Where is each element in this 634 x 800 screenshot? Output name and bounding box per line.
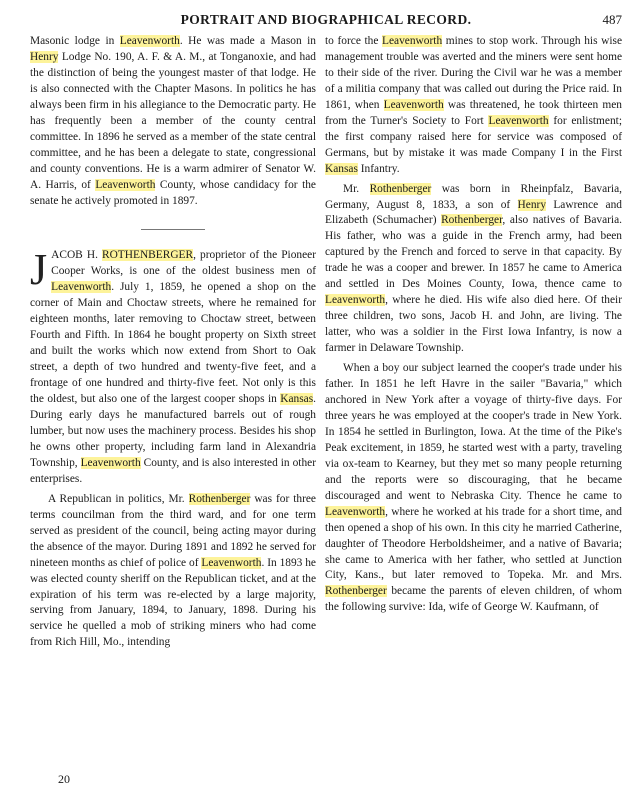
signature-mark: 20	[58, 772, 70, 786]
highlighted-term: Leavenworth	[51, 281, 112, 294]
paragraph-biography-intro-text: ACOB H. ROTHENBERGER, proprietor of the Pioneer Cooper Works, is one of the oldest business men of Leavenworth. July 1, 1859, he opened a shop on the corner of Main and Choctaw streets, where he remained for eighteen months, later removing to Choctaw street, between Fourth and Fifth. In 1864 he bought property on Sixth street and built the works which now extend from Short to Oak street, a depth of two hundred and twenty-five feet, and a frontage of one hundred and thirty-five feet. Not only is this the oldest, but also one of the largest cooper shops in Kansas. During early days he manufactured barrels out of rough lumber, but now uses the machinery process. Besides his shop he owns other property, including farm land in Alexandria Township, Leavenworth County, and is also interested in other enterprises.	[30, 249, 316, 485]
highlighted-term: Leavenworth	[95, 178, 156, 191]
section-divider	[141, 229, 205, 230]
highlighted-term: Leavenworth	[488, 114, 549, 127]
highlighted-term: Leavenworth	[80, 456, 141, 469]
page-number: 487	[602, 12, 622, 27]
drop-cap: J	[30, 245, 48, 295]
paragraph-birth: Mr. Rothenberger was born in Rheinpfalz, Bavaria, Germany, August 8, 1833, a son of Henry Lawrence and Elizabeth (Schumacher) Rothenberger, also natives of Bavaria. His father, who was a guide in the French army, had been captured by the French and forced to serve in that capacity. By trade he was a cooper and brewer. In 1857 he came to America and settled in Des Moines County, Iowa, thence came to Leavenworth, where he died. His wife also died here. Of their three children, two sons, Jacob H. and John, are living. The latter, who was a soldier in the First Iowa Infantry, is now a farmer in Delaware Township.	[325, 182, 622, 355]
highlighted-term: Henry	[30, 50, 59, 63]
highlighted-term: Rothenberger	[369, 182, 432, 195]
page-header	[30, 10, 622, 30]
left-column	[30, 34, 316, 651]
highlighted-term: Leavenworth	[119, 35, 180, 47]
highlighted-term: ROTHENBERGER	[101, 249, 194, 262]
highlighted-term: Leavenworth	[325, 505, 386, 518]
paragraph-early-life: When a boy our subject learned the cooper's trade under his father. In 1851 he left Havre in the sailer "Bavaria," which anchored in New York after a voyage of thirty-five days. For three years he was employed at the cooper's trade in New York. In 1854 he settled in Burlington, Iowa. At the time of the Pike's Peak excitement, in 1859, he started west with a party, traveling via ox-team to Kearney, but they met so many people returning and the reports were so discouraging, that he became discouraged and went to Nebraska City. Thence he came to Leavenworth, where he worked at his trade for a short time, and then opened a shop of his own. In this city he married Catherine, daughter of Theodore Herboldsheimer, and a native of Bavaria; she came to America with her father, who settled at Junction City, Kans., but later removed to Topeka. Mr. and Mrs. Rothenberger became the parents of eleven children, of whom the following survive: Ida, wife of George W. Kaufmann, of	[325, 362, 622, 614]
highlighted-term: Leavenworth	[201, 556, 262, 569]
right-column	[325, 34, 622, 616]
paragraph-masonic: Masonic lodge in Leavenworth. He was made a Mason in Henry Lodge No. 190, A. F. & A. M., at Tonganoxie, and had the distinction of being the youngest master of that lodge. He is also connected with the Chapter Masons. In politics he has always been firm in his allegiance to the Democratic party. He has frequently been a member of the county central committee. In 1896 he served as a member of the state central committee, and he has been a delegate to state, congressional and county conventions. He is a warm admirer of Senator W. A. Harris, of Leavenworth County, whose candidacy for the senate he actively promoted in 1897.	[30, 35, 316, 207]
highlighted-term: Leavenworth	[325, 294, 386, 307]
paragraph-civil-war: to force the Leavenworth mines to stop work. Through his wise management trouble was averted and the miners were sent home to their side of the river. During the Civil war he was a member of a militia company that was called out during the Price raid. In 1861, when Leavenworth was threatened, he took thirteen men from the Turner's Society to Fort Leavenworth for enlistment; the first company raised here for service was composed of Germans, but by mistake it was made Company I in the First Kansas Infantry.	[325, 35, 623, 175]
paragraph-politics: A Republican in politics, Mr. Rothenberger was for three terms councilman from the third ward, and for one term served as president of the council, being acting mayor during the absence of the mayor. During 1891 and 1892 he served for nineteen months as chief of police of Leavenworth. In 1893 he was elected county sheriff on the Republican ticket, and at the expiration of his term was re-elected by a large majority, serving from January, 1894, to January, 1898. During his service he quelled a mob of striking miners who had come from Rich Hill, Mo., intending	[30, 492, 316, 649]
highlighted-term: Henry	[517, 198, 547, 211]
paragraph-biography-intro	[30, 245, 316, 487]
highlighted-term: Rothenberger	[441, 214, 503, 227]
running-title: PORTRAIT AND BIOGRAPHICAL RECORD.	[180, 12, 472, 27]
highlighted-term: Leavenworth	[382, 35, 443, 47]
highlighted-term: Kansas	[325, 162, 358, 175]
highlighted-term: Rothenberger	[188, 492, 251, 505]
highlighted-term: Leavenworth	[383, 98, 444, 111]
highlighted-term: Rothenberger	[325, 585, 387, 598]
highlighted-term: Kansas	[280, 393, 314, 406]
